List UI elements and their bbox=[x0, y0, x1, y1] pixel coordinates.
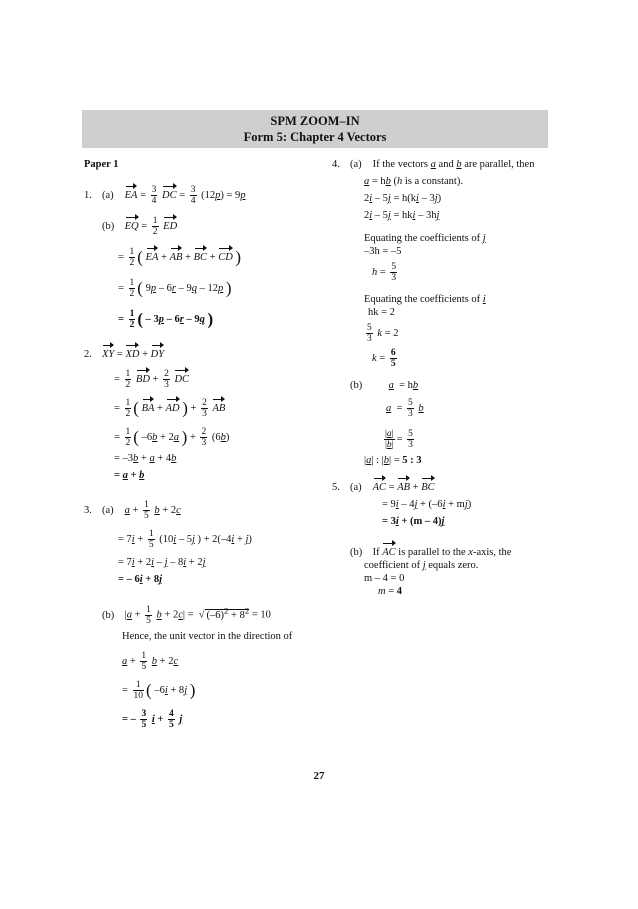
q4-number: 4. bbox=[332, 159, 340, 170]
q1-b-line2: = $\frac{1}{2}$ ( EA + AB + BC + CD ) bbox=[118, 247, 242, 268]
q3-b-label: (b) bbox=[102, 609, 115, 621]
q4-eq-j: Equating the coefficients of j bbox=[364, 233, 486, 244]
q5-b-line3: m – 4 = 0 bbox=[364, 573, 405, 584]
q5-number: 5. bbox=[332, 482, 340, 493]
q4-line7: $\frac{5}{3}$ k = 2 bbox=[367, 323, 399, 344]
q4-a-intro: 4. (a) If the vectors a and b are parallel, then bbox=[332, 159, 535, 170]
q3-b-line2: Hence, the unit vector in the direction of bbox=[122, 630, 293, 642]
q2-line3: = $\frac{1}{2}$ ( BA + AD ) + $\frac{2}{3}$ AB bbox=[114, 398, 226, 419]
left-column bbox=[84, 158, 316, 730]
q4-a-label: (a) bbox=[350, 159, 362, 170]
q3-number: 3. bbox=[84, 504, 92, 516]
header-subtitle: Form 5: Chapter 4 Vectors bbox=[243, 130, 387, 144]
q3-a-line2: = 7i + $\frac{1}{5}$ (10i – 5j ) + 2(–4i + j) bbox=[118, 529, 252, 550]
q4-b-line1: (b) a = hb bbox=[350, 380, 419, 391]
q3-a-answer: = – 6i + 8j bbox=[118, 574, 163, 585]
q3-b-line1: (b) |a + $\frac{1}{5}$ b + 2c| = √ $(-6)^2 + 8^2 = 10$ bbox=[102, 604, 271, 626]
right-column bbox=[332, 158, 552, 598]
q4-eq-i: Equating the coefficients of i bbox=[364, 294, 486, 305]
q2-number: 2. bbox=[84, 349, 92, 360]
q4-line4: –3h = –5 bbox=[364, 246, 402, 257]
q4-line1: a = hb (h is a constant). bbox=[364, 176, 463, 187]
q1-b bbox=[84, 216, 316, 237]
q5-a-answer: = 3i + (m – 4)j bbox=[382, 516, 445, 527]
q2-answer: = a + b bbox=[114, 470, 145, 481]
q4-line6: hk = 2 bbox=[368, 307, 395, 318]
q1-a bbox=[84, 185, 316, 206]
q4-b-line3: $\frac{|a|}{|b|}$ = $\frac{5}{3}$ bbox=[385, 429, 413, 450]
q4-line3: 2i – 5j = hki – 3hj bbox=[364, 210, 440, 221]
q4-line2: 2i – 5j = h(ki – 3j) bbox=[364, 193, 442, 204]
q5-a-line1: 5. (a) AC = AB + BC bbox=[332, 482, 435, 493]
q2-line5: = –3b + a + 4b bbox=[114, 453, 177, 464]
q3-a-line3: = 7i + 2i – j – 8i + 2j bbox=[118, 557, 206, 568]
q5-a-label: (a) bbox=[350, 482, 362, 493]
q3-a-label: (a) bbox=[102, 504, 114, 516]
q5-b-line1: (b) If AC is parallel to the x-axis, the bbox=[350, 547, 512, 558]
q3-b-answer: = – $\frac{3}{5}$ i + $\frac{4}{5}$ j bbox=[122, 708, 183, 730]
q1-b-line3: = $\frac{1}{2}$ ( 9p – 6r – 9q – 12p ) bbox=[118, 278, 232, 299]
q1-a-math: EA = $\frac{3}{4}$ DC = $\frac{3}{4}$ (12p) = 9p bbox=[124, 185, 246, 206]
q1-number: 1. bbox=[84, 189, 92, 201]
q5-b-answer: m = 4 bbox=[378, 586, 403, 597]
q4-b-label: (b) bbox=[350, 380, 363, 391]
q1-a-label: (a) bbox=[102, 189, 114, 201]
q4-b-line2: a = $\frac{5}{3}$ b bbox=[386, 398, 424, 419]
q5-b-label: (b) bbox=[350, 547, 363, 558]
page-number: 27 bbox=[313, 770, 325, 782]
q5-b-line2: coefficient of j equals zero. bbox=[364, 560, 479, 571]
q1-b-answer: = $\frac{1}{2}$ ( – 3p – 6r – 9q ) bbox=[118, 309, 214, 330]
paper-heading: Paper 1 bbox=[84, 159, 119, 170]
q3-a-line1: 3. (a) a + $\frac{1}{5}$ b + 2c bbox=[84, 500, 181, 521]
q3-b-line4: = $\frac{1}{10}$ ( –6i + 8j ) bbox=[122, 679, 196, 701]
q2-line4: = $\frac{1}{2}$ ( –6b + 2a ) + $\frac{2}{3}$ (6b) bbox=[114, 427, 230, 448]
q2-line2: = $\frac{1}{2}$ BD + $\frac{2}{3}$ DC bbox=[114, 369, 190, 390]
q1-b-label: (b) bbox=[102, 220, 115, 232]
q4-line5: h = $\frac{5}{3}$ bbox=[372, 262, 397, 283]
q2-line1: 2. XY = XD + DY bbox=[84, 349, 165, 360]
chapter-header bbox=[82, 110, 548, 148]
q4-answer-k: k = $\frac{6}{5}$ bbox=[372, 348, 396, 369]
q4-b-answer: |a| : |b| = 5 : 3 bbox=[364, 455, 422, 466]
q1-b-math: EQ = $\frac{1}{2}$ ED bbox=[124, 216, 178, 237]
header-title: SPM ZOOM–IN bbox=[270, 114, 360, 128]
q3-b-line3: a + $\frac{1}{5}$ b + 2c bbox=[122, 650, 179, 672]
q5-a-line2: = 9i – 4j + (–6i + mj) bbox=[382, 499, 472, 510]
